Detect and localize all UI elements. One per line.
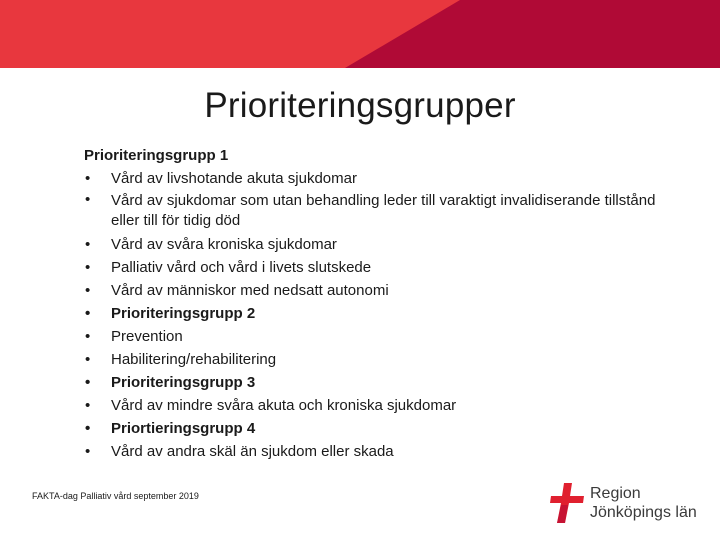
list-item: • Vård av livshotande akuta sjukdomar [84,167,674,190]
list-item: • Habilitering/rehabilitering [84,348,674,371]
slide-title: Prioriteringsgrupper [204,86,516,125]
list-item: • Vård av svåra kroniska sjukdomar [84,233,674,256]
header-banner [0,0,720,68]
list-item: • Vård av sjukdomar som utan behandling leder till varaktigt invalidiserande tillstånd eller till för tidig död [84,190,674,233]
list-item: • Vård av mindre svåra akuta och kroniska sjukdomar [84,394,674,417]
list-item: • Palliativ vård och vård i livets slutskede [84,256,674,279]
logo-text [590,484,697,522]
slide-content [84,144,674,463]
list-item-group-heading: • Prioriteringsgrupp 2 [84,302,674,325]
region-logo [548,481,708,525]
list-item: • Vård av andra skäl än sjukdom eller skada [84,440,674,463]
footer-text: FAKTA-dag Palliativ vård september 2019 [32,491,199,501]
group-heading: Prioriteringsgrupp 1 [84,147,229,164]
list-item: • Prevention [84,325,674,348]
list-item-group-heading: • Prioriteringsgrupp 3 [84,371,674,394]
region-cross-icon [548,481,588,525]
logo-line-county: Jönköpings län [590,504,697,521]
list-item: • Vård av människor med nedsatt autonomi [84,279,674,302]
logo-line-region: Region [590,485,641,502]
bullet-list [84,167,674,463]
list-item-group-heading: • Priortieringsgrupp 4 [84,417,674,440]
